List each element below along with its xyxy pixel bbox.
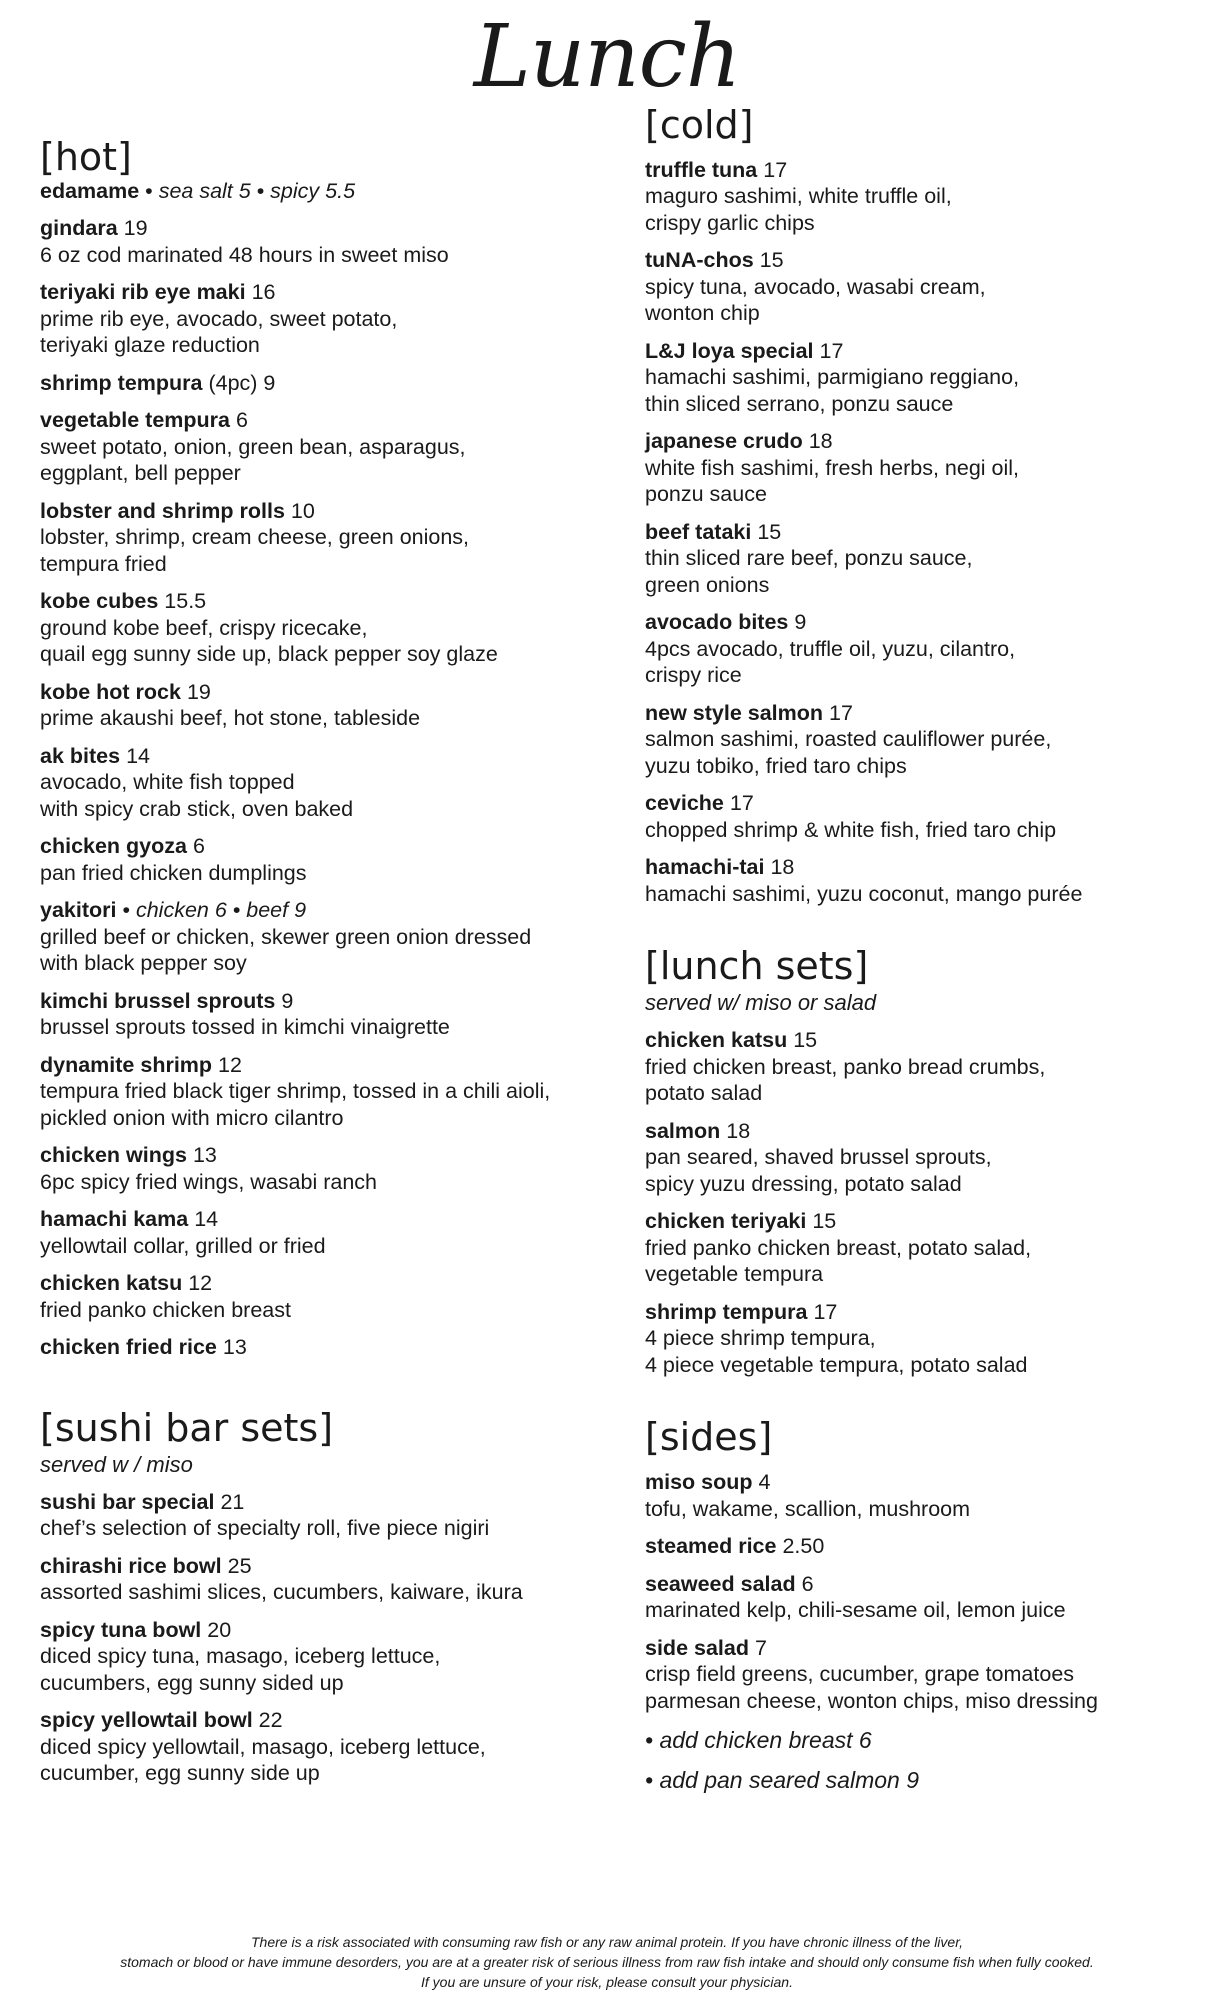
item-name: chirashi rice bowl <box>40 1553 222 1578</box>
disclaimer-line: There is a risk associated with consuming raw fish or any raw animal protein. If you have chronic illness of the liver, <box>251 1934 963 1950</box>
item-description: chopped shrimp & white fish, fried taro chip <box>645 817 1057 842</box>
item-description: cucumber, egg sunny side up <box>40 1761 320 1786</box>
item-price: 6 <box>235 408 248 433</box>
item-description: hamachi sashimi, parmigiano reggiano, <box>645 365 1020 390</box>
item-price: 16 <box>251 280 276 305</box>
item-price: 14 <box>194 1207 219 1232</box>
item-description: 6pc spicy fried wings, wasabi ranch <box>40 1169 377 1194</box>
item-description: prime rib eye, avocado, sweet potato, <box>40 306 398 331</box>
item-description: yellowtail collar, grilled or fried <box>40 1233 326 1258</box>
item-description: fried chicken breast, panko bread crumbs, <box>645 1054 1046 1079</box>
item-price: 15.5 <box>164 589 207 614</box>
item-description: pickled onion with micro cilantro <box>40 1105 344 1130</box>
item-description: diced spicy tuna, masago, iceberg lettuce, <box>40 1644 441 1669</box>
item-price: 4 <box>758 1470 771 1495</box>
menu-item: yakitori • chicken 6 • beef 9 grilled beef or chicken, skewer green onion dressed with black pepper soy <box>40 897 600 977</box>
item-price: 19 <box>123 216 148 241</box>
item-name: side salad <box>645 1635 749 1660</box>
menu-item <box>40 407 600 487</box>
right-column <box>645 103 1190 1794</box>
item-name: spicy yellowtail bowl <box>40 1708 253 1733</box>
item-name: truffle tuna <box>645 157 758 182</box>
item-description: potato salad <box>645 1081 763 1106</box>
item-price: 6 <box>801 1571 814 1596</box>
item-description: hamachi sashimi, yuzu coconut, mango purée <box>645 881 1083 906</box>
item-description: brussel sprouts tossed in kimchi vinaigrette <box>40 1015 450 1040</box>
item-description: parmesan cheese, wonton chips, miso dressing <box>645 1688 1098 1713</box>
menu-item <box>645 1469 1190 1522</box>
item-description: wonton chip <box>645 301 760 326</box>
item-description: teriyaki glaze reduction <box>40 333 260 358</box>
item-price: 15 <box>793 1028 818 1053</box>
sides-items <box>645 1469 1190 1714</box>
menu-item <box>645 519 1190 599</box>
item-price: 9 <box>281 988 294 1013</box>
lunch-sets-section <box>645 944 1190 1378</box>
item-description: crisp field greens, cucumber, grape tomatoes <box>645 1662 1075 1687</box>
item-name: kimchi brussel sprouts <box>40 988 276 1013</box>
item-description: quail egg sunny side up, black pepper soy glaze <box>40 642 498 667</box>
item-description: lobster, shrimp, cream cheese, green onions, <box>40 525 470 550</box>
item-name: miso soup <box>645 1470 753 1495</box>
item-description: cucumbers, egg sunny sided up <box>40 1670 344 1695</box>
menu-item <box>40 1617 600 1697</box>
section-heading-lunch-sets: [lunch sets] <box>645 944 869 989</box>
item-name: chicken gyoza <box>40 834 187 859</box>
menu-item <box>40 215 600 268</box>
item-description: fried panko chicken breast <box>40 1297 291 1322</box>
item-price: 22 <box>258 1708 283 1733</box>
lunch-items <box>645 1027 1190 1378</box>
item-description: crispy garlic chips <box>645 210 815 235</box>
menu-item <box>645 1571 1190 1624</box>
left-column <box>40 135 600 1787</box>
item-name: ak bites <box>40 743 121 768</box>
menu-item <box>645 1118 1190 1198</box>
item-price: 21 <box>220 1489 245 1514</box>
menu-item <box>40 370 600 397</box>
menu-item <box>645 1208 1190 1288</box>
menu-item <box>40 679 600 732</box>
item-description: white fish sashimi, fresh herbs, negi oil, <box>645 455 1020 480</box>
item-description: 4 piece shrimp tempura, <box>645 1326 876 1351</box>
item-description: vegetable tempura <box>645 1262 824 1287</box>
item-name: hamachi kama <box>40 1207 189 1232</box>
item-description: spicy yuzu dressing, potato salad <box>645 1171 962 1196</box>
item-description: with black pepper soy <box>40 951 247 976</box>
item-name: salmon <box>645 1118 721 1143</box>
item-description: sweet potato, onion, green bean, asparagus, <box>40 434 466 459</box>
item-description: avocado, white fish topped <box>40 770 295 795</box>
menu-item <box>40 988 600 1041</box>
item-price: 6 <box>192 834 205 859</box>
item-description: marinated kelp, chili-sesame oil, lemon juice <box>645 1598 1066 1623</box>
item-name: avocado bites <box>645 610 789 635</box>
item-description: assorted sashimi slices, cucumbers, kaiware, ikura <box>40 1580 523 1605</box>
sides-section <box>645 1415 1190 1794</box>
item-name: chicken teriyaki <box>645 1209 807 1234</box>
menu-item <box>40 1206 600 1259</box>
item-price: 10 <box>290 498 315 523</box>
hot-section <box>40 135 600 1361</box>
item-price: 13 <box>222 1335 247 1360</box>
item-name: L&J loya special <box>645 338 814 363</box>
item-price: 18 <box>726 1118 751 1143</box>
section-note: served w / miso <box>40 1451 193 1477</box>
menu-item <box>40 1707 600 1787</box>
item-name: new style salmon <box>645 700 824 725</box>
item-name: seaweed salad <box>645 1571 796 1596</box>
item-description: thin sliced serrano, ponzu sauce <box>645 391 954 416</box>
item-name: gindara <box>40 216 118 241</box>
item-name: ceviche <box>645 791 724 816</box>
item-price: 17 <box>729 791 754 816</box>
menu-item <box>645 609 1190 689</box>
section-heading-sushi-bar-sets: [sushi bar sets] <box>40 1405 334 1450</box>
menu-item <box>645 428 1190 508</box>
addon-item: • add pan seared salmon 9 <box>645 1767 920 1794</box>
menu-item <box>645 790 1190 843</box>
item-price: 18 <box>770 855 795 880</box>
item-description: salmon sashimi, roasted cauliflower purée, <box>645 727 1052 752</box>
item-price: 12 <box>188 1271 213 1296</box>
item-description: green onions <box>645 572 770 597</box>
menu-item: edamame • sea salt 5 • spicy 5.5 <box>40 178 356 203</box>
item-description: ponzu sauce <box>645 482 767 507</box>
item-name: steamed rice <box>645 1534 777 1559</box>
item-description: maguro sashimi, white truffle oil, <box>645 184 952 209</box>
item-price: 9 <box>794 610 807 635</box>
item-name: sushi bar special <box>40 1489 215 1514</box>
menu-item <box>40 833 600 886</box>
item-description: pan fried chicken dumplings <box>40 860 307 885</box>
item-name: dynamite shrimp <box>40 1052 213 1077</box>
menu-item <box>40 1052 600 1132</box>
section-heading-sides: [sides] <box>645 1415 773 1460</box>
item-description: eggplant, bell pepper <box>40 461 241 486</box>
item-name: chicken katsu <box>645 1028 788 1053</box>
item-name: tuNA-chos <box>645 248 754 273</box>
menu-item <box>645 1635 1190 1715</box>
item-description: spicy tuna, avocado, wasabi cream, <box>645 274 986 299</box>
item-price: 17 <box>819 338 844 363</box>
item-description: tofu, wakame, scallion, mushroom <box>645 1496 971 1521</box>
item-price: 17 <box>829 700 853 725</box>
item-name: lobster and shrimp rolls <box>40 498 285 523</box>
item-description: pan seared, shaved brussel sprouts, <box>645 1145 992 1170</box>
menu-item <box>40 1553 600 1606</box>
menu-item <box>40 1270 600 1323</box>
cold-section <box>645 103 1190 907</box>
item-description: thin sliced rare beef, ponzu sauce, <box>645 546 973 571</box>
item-name: hamachi-tai <box>645 855 765 880</box>
item-description: ground kobe beef, crispy ricecake, <box>40 615 368 640</box>
item-description: diced spicy yellowtail, masago, iceberg lettuce, <box>40 1734 486 1759</box>
item-description: grilled beef or chicken, skewer green onion dressed <box>40 924 532 949</box>
disclaimer-line: stomach or blood or have immune desorders, you are at a greater risk of serious illness from raw fish intake and should only consume fish when fully cooked. <box>120 1954 1094 1970</box>
menu-item <box>40 498 600 578</box>
menu-item <box>645 157 1190 237</box>
item-price: 15 <box>759 248 784 273</box>
item-name: beef tataki <box>645 519 752 544</box>
item-price: 15 <box>812 1209 837 1234</box>
item-name: shrimp tempura <box>40 370 203 395</box>
item-name: chicken wings <box>40 1143 187 1168</box>
menu-item <box>645 247 1190 327</box>
item-price: 2.50 <box>782 1534 825 1559</box>
section-note: served w/ miso or salad <box>645 990 877 1016</box>
item-price: 20 <box>207 1617 232 1642</box>
item-name: edamame <box>40 178 140 203</box>
item-price: 17 <box>813 1299 838 1324</box>
menu-item <box>645 700 1190 780</box>
item-description: 4 piece vegetable tempura, potato salad <box>645 1352 1028 1377</box>
item-description: yuzu tobiko, fried taro chips <box>645 753 907 778</box>
cold-items <box>645 157 1190 908</box>
item-name: yakitori <box>40 898 117 923</box>
sushi-section <box>40 1405 600 1787</box>
item-description: chef’s selection of specialty roll, five piece nigiri <box>40 1516 490 1541</box>
item-name: vegetable tempura <box>40 408 230 433</box>
menu-item <box>645 1299 1190 1379</box>
section-heading-hot: [hot] <box>40 135 132 179</box>
item-name: shrimp tempura <box>645 1299 808 1324</box>
item-name: chicken katsu <box>40 1271 183 1296</box>
disclaimer-line: If you are unsure of your risk, please consult your physician. <box>421 1974 793 1990</box>
item-price: 13 <box>192 1143 217 1168</box>
item-name: teriyaki rib eye maki <box>40 280 246 305</box>
menu-item <box>645 338 1190 418</box>
menu-item <box>40 1142 600 1195</box>
menu-item <box>645 1533 1190 1560</box>
addon-item: • add chicken breast 6 <box>645 1727 872 1754</box>
item-name: chicken fried rice <box>40 1335 217 1360</box>
item-description: tempura fried <box>40 551 167 576</box>
item-description: 4pcs avocado, truffle oil, yuzu, cilantro, <box>645 636 1016 661</box>
item-name: spicy tuna bowl <box>40 1617 202 1642</box>
menu-item <box>40 588 600 668</box>
item-price: 15 <box>757 519 782 544</box>
item-price: (4pc) 9 <box>208 370 276 395</box>
hot-items <box>40 215 600 1361</box>
item-price: 25 <box>227 1553 252 1578</box>
item-name: japanese crudo <box>645 429 803 454</box>
item-description: prime akaushi beef, hot stone, tableside <box>40 706 421 731</box>
menu-item <box>40 743 600 823</box>
menu-item <box>645 1027 1190 1107</box>
menu-title: Lunch <box>473 7 741 107</box>
item-options: sea salt 5 • spicy 5.5 <box>158 178 356 203</box>
item-price: 17 <box>763 157 788 182</box>
item-name: kobe hot rock <box>40 679 181 704</box>
item-price: 18 <box>808 429 833 454</box>
item-price: 14 <box>126 743 150 768</box>
section-heading-cold: [cold] <box>645 103 754 147</box>
item-options: chicken 6 • beef 9 <box>135 898 307 923</box>
item-description: crispy rice <box>645 663 742 688</box>
sushi-items <box>40 1489 600 1787</box>
item-description: fried panko chicken breast, potato salad, <box>645 1235 1032 1260</box>
menu-item <box>40 1334 600 1361</box>
item-price: 7 <box>754 1635 767 1660</box>
menu-item <box>40 1489 600 1542</box>
item-description: 6 oz cod marinated 48 hours in sweet miso <box>40 242 449 267</box>
item-price: 19 <box>186 679 211 704</box>
item-description: tempura fried black tiger shrimp, tossed in a chili aioli, <box>40 1079 551 1104</box>
item-price: 12 <box>218 1052 242 1077</box>
item-description: with spicy crab stick, oven baked <box>40 796 354 821</box>
item-name: kobe cubes <box>40 589 159 614</box>
menu-item <box>645 854 1190 907</box>
menu-item <box>40 279 600 359</box>
disclaimer <box>0 1932 1214 1992</box>
